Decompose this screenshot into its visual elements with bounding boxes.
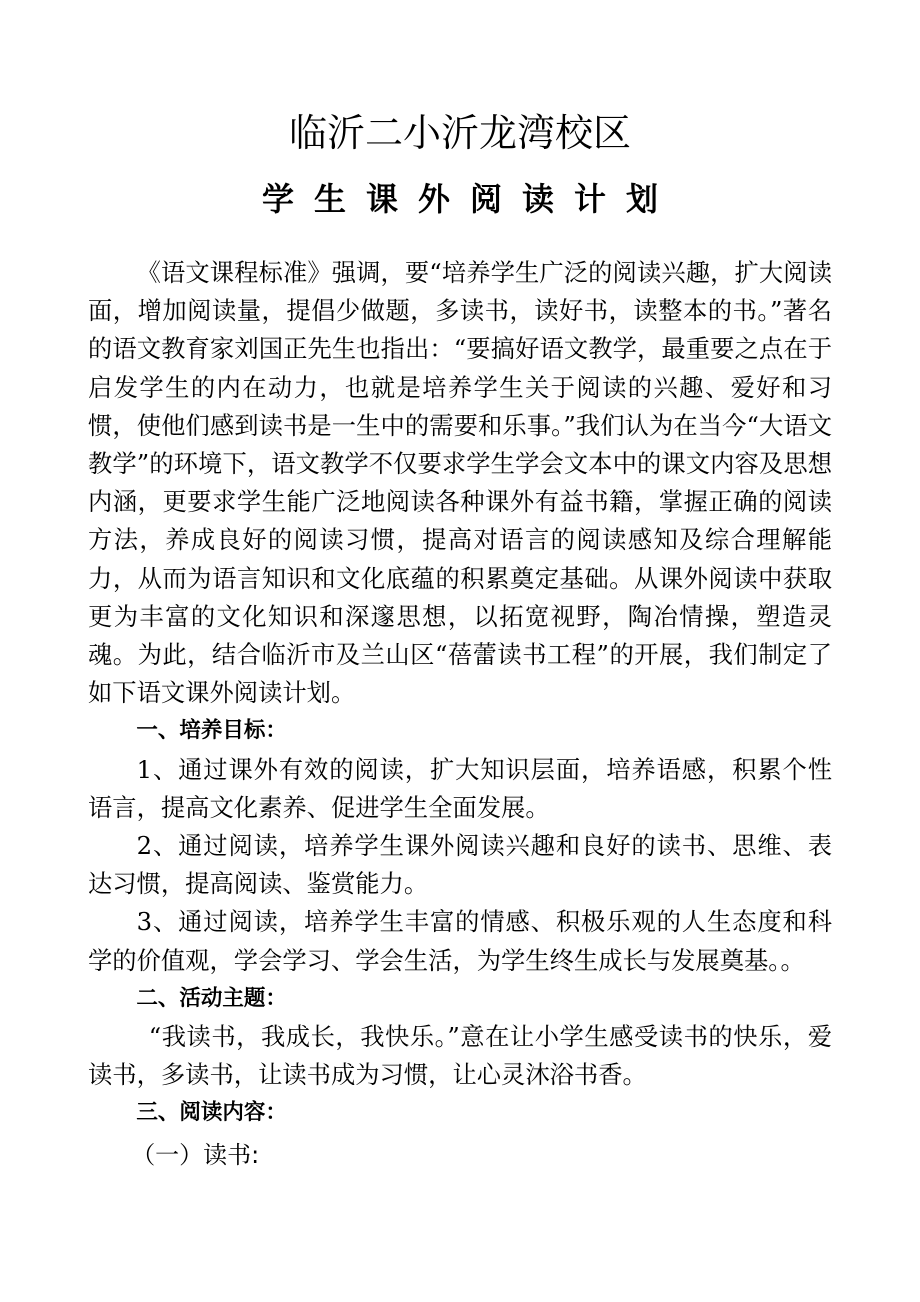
intro-paragraph: 《语文课程标准》强调，要“培养学生广泛的阅读兴趣，扩大阅读面，增加阅读量，提倡少做题，多读书，读好书，读整本的书。”著名的语文教育家刘国正先生也指出：“要搞好语文教学，最重要之点在于启发学生的内在动力，也就是培养学生关于阅读的兴趣、爱好和习惯，使他们感到读书是一生中的需要和乐事。”我们认为在当今“大语文教学”的环境下，语文教学不仅要求学生学会文本中的课文内容及思想内涵，更要求学生能广泛地阅读各种课外有益书籍，掌握正确的阅读方法，养成良好的阅读习惯，提高对语言的阅读感知及综合理解能力，从而为语言知识和文化底蕴的积累奠定基础。从课外阅读中获取更为丰富的文化知识和深邃思想，以拓宽视野，陶冶情操，塑造灵魂。为此，结合临沂市及兰山区“蓓蕾读书工程”的开展，我们制定了如下语文课外阅读计划。	[88, 258, 832, 708]
sub-heading-reading: （一）读书:	[131, 1140, 260, 1169]
section-heading-content: 三、阅读内容：	[136, 1100, 287, 1126]
goal-item-3: 3、通过阅读，培养学生丰富的情感、积极乐观的人生态度和科学的价值观，学会学习、学会生活，为学生终生成长与发展奠基。。	[88, 907, 832, 975]
document-body	[88, 254, 832, 1175]
goal-item-1: 1、通过课外有效的阅读，扩大知识层面，培养语感，积累个性语言，提高文化素养、促进学生全面发展。	[88, 754, 832, 822]
section-heading-theme: 二、活动主题：	[136, 985, 287, 1011]
section-heading-goals: 一、培养目标：	[136, 718, 287, 744]
theme-paragraph: “我读书，我成长，我快乐。”意在让小学生感受读书的快乐，爱读书，多读书，让读书成为习惯，让心灵沐浴书香。	[88, 1022, 832, 1090]
goal-item-2: 2、通过阅读，培养学生课外阅读兴趣和良好的读书、思维、表达习惯，提高阅读、鉴赏能力。	[88, 831, 832, 899]
document-subtitle: 学生课外阅读计划	[261, 180, 678, 218]
document-title: 临沂二小沂龙湾校区	[288, 111, 631, 155]
